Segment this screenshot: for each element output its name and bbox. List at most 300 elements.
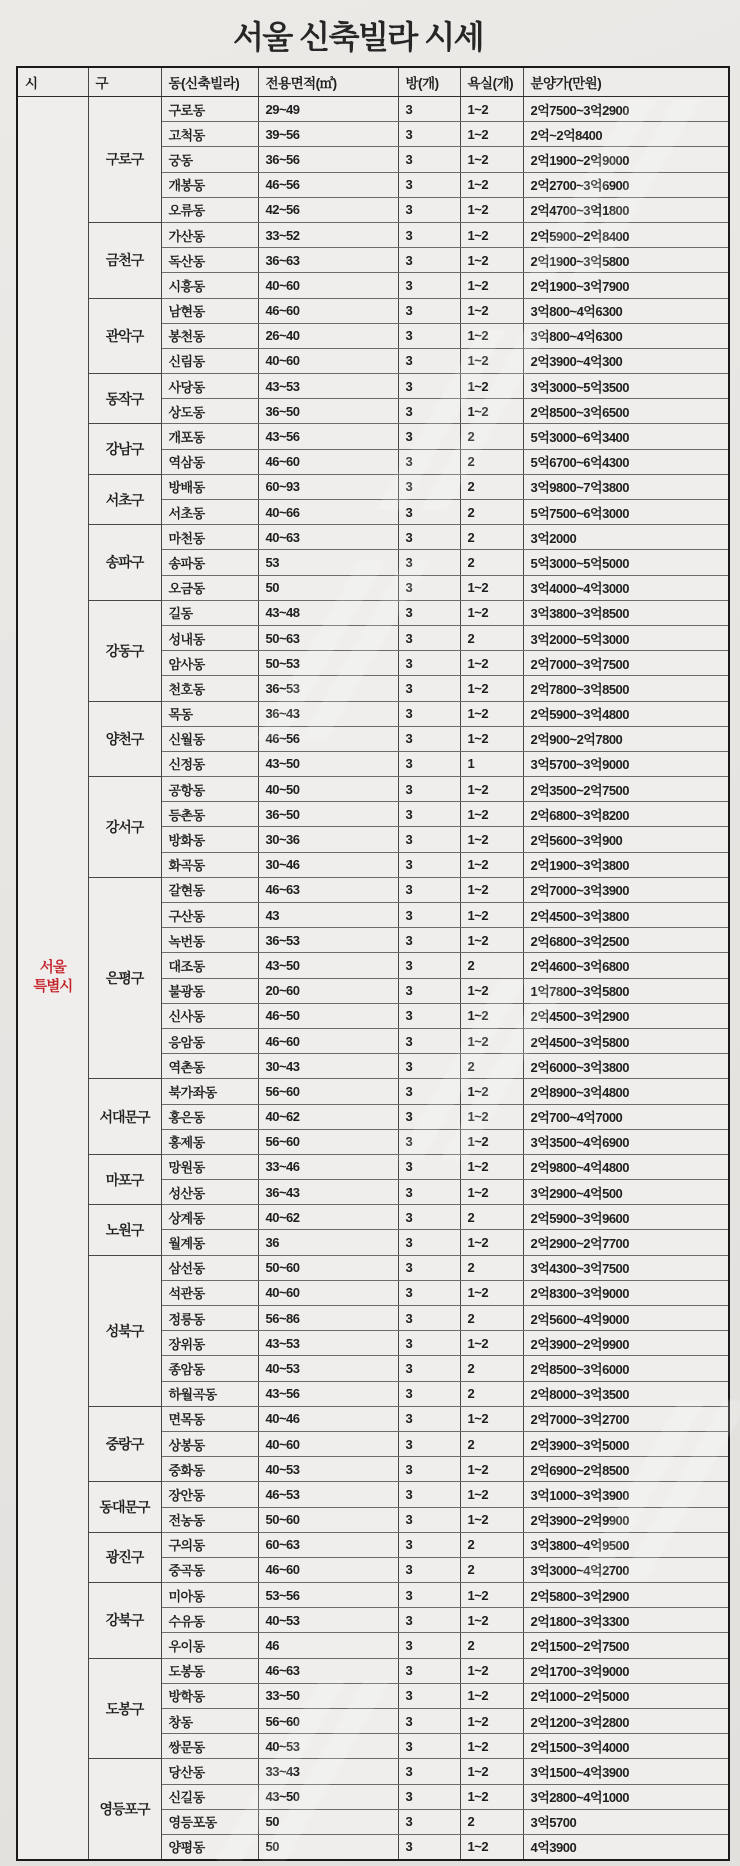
price-cell: 3억2000 [523,525,729,550]
dong-cell: 우이동 [161,1633,258,1658]
dong-cell: 서초동 [161,500,258,525]
price-cell: 3억9800~7억3800 [523,474,729,499]
dong-cell: 오금동 [161,575,258,600]
dong-cell: 신사동 [161,1003,258,1028]
area-cell: 46~60 [258,298,398,323]
district-cell: 송파구 [88,525,161,601]
dong-cell: 쌍문동 [161,1734,258,1759]
dong-cell: 시흥동 [161,273,258,298]
dong-cell: 성산동 [161,1180,258,1205]
rooms-cell: 3 [398,122,460,147]
baths-cell: 1~2 [460,197,523,222]
baths-cell: 2 [460,1557,523,1582]
area-cell: 53~56 [258,1583,398,1608]
dong-cell: 대조동 [161,953,258,978]
dong-cell: 화곡동 [161,852,258,877]
price-cell: 3억800~4억6300 [523,298,729,323]
rooms-cell: 3 [398,1482,460,1507]
baths-cell: 1~2 [460,1003,523,1028]
table-row [17,424,729,449]
dong-cell: 남현동 [161,298,258,323]
area-cell: 33~43 [258,1759,398,1784]
villa-price-table [16,66,730,1861]
dong-cell: 봉천동 [161,323,258,348]
rooms-cell: 3 [398,1331,460,1356]
rooms-cell: 3 [398,676,460,701]
area-cell: 50~60 [258,1507,398,1532]
price-cell: 3억5700 [523,1809,729,1834]
col-header-baths: 욕실(개) [460,67,523,97]
baths-cell: 1~2 [460,575,523,600]
price-cell: 2억3900~4억300 [523,348,729,373]
table-row [17,777,729,802]
area-cell: 56~60 [258,1079,398,1104]
district-cell: 금천구 [88,222,161,298]
baths-cell: 1~2 [460,978,523,1003]
price-cell: 2억1900~3억5800 [523,248,729,273]
dong-cell: 신월동 [161,726,258,751]
dong-cell: 면목동 [161,1406,258,1431]
baths-cell: 1~2 [460,802,523,827]
rooms-cell: 3 [398,1079,460,1104]
baths-cell: 1~2 [460,877,523,902]
dong-cell: 방학동 [161,1683,258,1708]
dong-cell: 녹번동 [161,928,258,953]
area-cell: 36~53 [258,928,398,953]
area-cell: 40~62 [258,1104,398,1129]
dong-cell: 개봉동 [161,172,258,197]
baths-cell: 1~2 [460,651,523,676]
area-cell: 43 [258,903,398,928]
baths-cell: 2 [460,550,523,575]
rooms-cell: 3 [398,1381,460,1406]
baths-cell: 1~2 [460,147,523,172]
area-cell: 40~53 [258,1457,398,1482]
area-cell: 42~56 [258,197,398,222]
rooms-cell: 3 [398,1431,460,1456]
dong-cell: 상도동 [161,399,258,424]
price-cell: 2억2900~2억7700 [523,1230,729,1255]
table-row [17,1255,729,1280]
baths-cell: 1~2 [460,1608,523,1633]
rooms-cell: 3 [398,172,460,197]
baths-cell: 2 [460,1205,523,1230]
area-cell: 30~46 [258,852,398,877]
area-cell: 46 [258,1633,398,1658]
baths-cell: 1~2 [460,1683,523,1708]
area-cell: 36~53 [258,676,398,701]
baths-cell: 2 [460,1381,523,1406]
rooms-cell: 3 [398,525,460,550]
price-cell: 2억5600~3억900 [523,827,729,852]
price-cell: 2억9800~4억4800 [523,1154,729,1179]
price-cell: 2억6800~3억8200 [523,802,729,827]
baths-cell: 1~2 [460,298,523,323]
price-cell: 2억8500~3억6000 [523,1356,729,1381]
dong-cell: 망원동 [161,1154,258,1179]
baths-cell: 2 [460,424,523,449]
baths-cell: 1~2 [460,1280,523,1305]
baths-cell: 1~2 [460,172,523,197]
price-cell: 2억900~2억7800 [523,726,729,751]
baths-cell: 1~2 [460,1331,523,1356]
price-cell: 2억700~4억7000 [523,1104,729,1129]
rooms-cell: 3 [398,1205,460,1230]
rooms-cell: 3 [398,298,460,323]
dong-cell: 암사동 [161,651,258,676]
rooms-cell: 3 [398,1129,460,1154]
rooms-cell: 3 [398,852,460,877]
rooms-cell: 3 [398,1180,460,1205]
area-cell: 46~63 [258,1658,398,1683]
baths-cell: 1 [460,751,523,776]
price-cell: 2억6000~3억3800 [523,1054,729,1079]
table-row [17,374,729,399]
col-header-area: 전용면적(㎡) [258,67,398,97]
baths-cell: 2 [460,449,523,474]
col-header-district: 구 [88,67,161,97]
district-cell: 구로구 [88,97,161,223]
price-cell: 2억8500~3억6500 [523,399,729,424]
dong-cell: 장위동 [161,1331,258,1356]
district-cell: 동대문구 [88,1482,161,1532]
rooms-cell: 3 [398,726,460,751]
area-cell: 40~53 [258,1608,398,1633]
baths-cell: 1~2 [460,1028,523,1053]
price-cell: 2억3900~2억9900 [523,1507,729,1532]
area-cell: 46~60 [258,1557,398,1582]
district-cell: 관악구 [88,298,161,374]
district-cell: 노원구 [88,1205,161,1255]
baths-cell: 1~2 [460,222,523,247]
baths-cell: 2 [460,1809,523,1834]
dong-cell: 등촌동 [161,802,258,827]
baths-cell: 2 [460,1356,523,1381]
price-cell: 3억3800~4억9500 [523,1532,729,1557]
baths-cell: 1~2 [460,374,523,399]
price-cell: 3억5700~3억9000 [523,751,729,776]
rooms-cell: 3 [398,751,460,776]
dong-cell: 삼선동 [161,1255,258,1280]
price-cell: 2억3900~2억9900 [523,1331,729,1356]
district-cell: 마포구 [88,1154,161,1204]
price-cell: 3억2900~4억500 [523,1180,729,1205]
area-cell: 43~53 [258,1331,398,1356]
area-cell: 43~50 [258,953,398,978]
area-cell: 46~50 [258,1003,398,1028]
dong-cell: 월계동 [161,1230,258,1255]
baths-cell: 1~2 [460,1079,523,1104]
area-cell: 36~50 [258,802,398,827]
price-cell: 3억1000~3억3900 [523,1482,729,1507]
area-cell: 50 [258,1809,398,1834]
price-cell: 3억3800~3억8500 [523,600,729,625]
baths-cell: 1~2 [460,852,523,877]
dong-cell: 석관동 [161,1280,258,1305]
dong-cell: 전농동 [161,1507,258,1532]
area-cell: 26~40 [258,323,398,348]
baths-cell: 1~2 [460,348,523,373]
price-cell: 3억4300~3억7500 [523,1255,729,1280]
area-cell: 56~60 [258,1129,398,1154]
baths-cell: 2 [460,474,523,499]
baths-cell: 1~2 [460,97,523,122]
city-line: 특별시 [33,978,73,995]
baths-cell: 1~2 [460,701,523,726]
district-cell: 강북구 [88,1583,161,1659]
area-cell: 40~60 [258,1431,398,1456]
area-cell: 60~93 [258,474,398,499]
price-cell: 2억1500~2억7500 [523,1633,729,1658]
dong-cell: 종암동 [161,1356,258,1381]
dong-cell: 구의동 [161,1532,258,1557]
dong-cell: 응암동 [161,1028,258,1053]
rooms-cell: 3 [398,1683,460,1708]
header-row [17,67,729,97]
rooms-cell: 3 [398,827,460,852]
area-cell: 36~43 [258,1180,398,1205]
rooms-cell: 3 [398,1356,460,1381]
rooms-cell: 3 [398,651,460,676]
price-cell: 2억8900~3억4800 [523,1079,729,1104]
dong-cell: 천호동 [161,676,258,701]
rooms-cell: 3 [398,1557,460,1582]
district-cell: 서초구 [88,474,161,524]
district-cell: 서대문구 [88,1079,161,1155]
rooms-cell: 3 [398,1280,460,1305]
price-cell: 2억6900~2억8500 [523,1457,729,1482]
rooms-cell: 3 [398,1154,460,1179]
table-row [17,1759,729,1784]
district-cell: 강서구 [88,777,161,878]
rooms-cell: 3 [398,903,460,928]
dong-cell: 공항동 [161,777,258,802]
price-cell: 3억3500~4억6900 [523,1129,729,1154]
area-cell: 53 [258,550,398,575]
rooms-cell: 3 [398,550,460,575]
rooms-cell: 3 [398,1406,460,1431]
price-cell: 4억3900 [523,1834,729,1859]
baths-cell: 1~2 [460,777,523,802]
baths-cell: 1~2 [460,676,523,701]
table-row [17,1482,729,1507]
baths-cell: 2 [460,625,523,650]
price-cell: 2억2700~3억6900 [523,172,729,197]
district-cell: 성북구 [88,1255,161,1406]
dong-cell: 구산동 [161,903,258,928]
rooms-cell: 3 [398,1633,460,1658]
baths-cell: 1~2 [460,1784,523,1809]
price-cell: 2억5900~3억9600 [523,1205,729,1230]
price-cell: 2억1000~2억5000 [523,1683,729,1708]
district-cell: 양천구 [88,701,161,777]
area-cell: 29~49 [258,97,398,122]
rooms-cell: 3 [398,1230,460,1255]
dong-cell: 갈현동 [161,877,258,902]
baths-cell: 2 [460,1054,523,1079]
baths-cell: 1~2 [460,323,523,348]
dong-cell: 신림동 [161,348,258,373]
rooms-cell: 3 [398,953,460,978]
baths-cell: 2 [460,1306,523,1331]
district-cell: 도봉구 [88,1658,161,1759]
table-row [17,701,729,726]
baths-cell: 1~2 [460,248,523,273]
price-cell: 5억3000~5억5000 [523,550,729,575]
baths-cell: 1~2 [460,273,523,298]
area-cell: 40~50 [258,777,398,802]
dong-cell: 방배동 [161,474,258,499]
rooms-cell: 3 [398,248,460,273]
rooms-cell: 3 [398,1809,460,1834]
price-cell: 2억7500~3억2900 [523,97,729,122]
city-line: 서울 [39,959,66,976]
city-cell [17,97,88,1860]
price-cell: 3억2800~4억1000 [523,1784,729,1809]
rooms-cell: 3 [398,600,460,625]
area-cell: 43~48 [258,600,398,625]
area-cell: 43~53 [258,374,398,399]
rooms-cell: 3 [398,1104,460,1129]
dong-cell: 도봉동 [161,1658,258,1683]
price-cell: 2억1900~3억3800 [523,852,729,877]
price-cell: 2억7000~3억3900 [523,877,729,902]
price-cell: 3억3000~5억3500 [523,374,729,399]
area-cell: 36~50 [258,399,398,424]
area-cell: 40~63 [258,525,398,550]
price-cell: 3억4000~4억3000 [523,575,729,600]
rooms-cell: 3 [398,1583,460,1608]
rooms-cell: 3 [398,777,460,802]
rooms-cell: 3 [398,625,460,650]
rooms-cell: 3 [398,1784,460,1809]
area-cell: 33~50 [258,1683,398,1708]
area-cell: 43~50 [258,751,398,776]
price-cell: 5억7500~6억3000 [523,500,729,525]
dong-cell: 중화동 [161,1457,258,1482]
col-header-price: 분양가(만원) [523,67,729,97]
col-header-rooms: 방(개) [398,67,460,97]
baths-cell: 2 [460,953,523,978]
dong-cell: 중곡동 [161,1557,258,1582]
dong-cell: 역촌동 [161,1054,258,1079]
area-cell: 36~56 [258,147,398,172]
dong-cell: 목동 [161,701,258,726]
price-cell: 5억6700~6억4300 [523,449,729,474]
district-cell: 동작구 [88,374,161,424]
price-cell: 3억800~4억6300 [523,323,729,348]
price-cell: 2억4500~3억2900 [523,1003,729,1028]
area-cell: 50~63 [258,625,398,650]
baths-cell: 1~2 [460,1230,523,1255]
rooms-cell: 3 [398,802,460,827]
col-header-dong: 동(신축빌라) [161,67,258,97]
rooms-cell: 3 [398,1608,460,1633]
rooms-cell: 3 [398,323,460,348]
dong-cell: 정릉동 [161,1306,258,1331]
price-cell: 2억4500~3억5800 [523,1028,729,1053]
area-cell: 39~56 [258,122,398,147]
price-cell: 2억3500~2억7500 [523,777,729,802]
rooms-cell: 3 [398,97,460,122]
dong-cell: 창동 [161,1709,258,1734]
table-row [17,1532,729,1557]
area-cell: 60~63 [258,1532,398,1557]
dong-cell: 홍제동 [161,1129,258,1154]
district-cell: 광진구 [88,1532,161,1582]
price-cell: 2억1900~2억9000 [523,147,729,172]
dong-cell: 장안동 [161,1482,258,1507]
rooms-cell: 3 [398,147,460,172]
baths-cell: 1~2 [460,1658,523,1683]
dong-cell: 궁동 [161,147,258,172]
price-cell: 5억3000~6억3400 [523,424,729,449]
price-cell: 2억~2억8400 [523,122,729,147]
rooms-cell: 3 [398,1255,460,1280]
price-cell: 2억4700~3억1800 [523,197,729,222]
baths-cell: 1~2 [460,1104,523,1129]
dong-cell: 가산동 [161,222,258,247]
rooms-cell: 3 [398,1054,460,1079]
dong-cell: 길동 [161,600,258,625]
area-cell: 43~56 [258,424,398,449]
baths-cell: 1~2 [460,1507,523,1532]
rooms-cell: 3 [398,1532,460,1557]
price-cell: 3억1500~4억3900 [523,1759,729,1784]
price-cell: 2억7000~3억2700 [523,1406,729,1431]
baths-cell: 1~2 [460,1129,523,1154]
dong-cell: 역삼동 [161,449,258,474]
area-cell: 50~60 [258,1255,398,1280]
price-cell: 3억2000~5억3000 [523,625,729,650]
rooms-cell: 3 [398,474,460,499]
baths-cell: 2 [460,500,523,525]
baths-cell: 1~2 [460,600,523,625]
price-cell: 2억1900~3억7900 [523,273,729,298]
district-cell: 영등포구 [88,1759,161,1860]
area-cell: 43~50 [258,1784,398,1809]
district-cell: 강남구 [88,424,161,474]
dong-cell: 상계동 [161,1205,258,1230]
baths-cell: 1~2 [460,1154,523,1179]
area-cell: 46~60 [258,449,398,474]
dong-cell: 마천동 [161,525,258,550]
table-row [17,525,729,550]
dong-cell: 송파동 [161,550,258,575]
dong-cell: 북가좌동 [161,1079,258,1104]
area-cell: 50 [258,1834,398,1859]
area-cell: 40~53 [258,1356,398,1381]
table-row [17,600,729,625]
dong-cell: 수유동 [161,1608,258,1633]
price-cell: 2억5900~3억4800 [523,701,729,726]
area-cell: 36 [258,1230,398,1255]
dong-cell: 상봉동 [161,1431,258,1456]
baths-cell: 1~2 [460,1406,523,1431]
table-row [17,298,729,323]
table-row [17,1406,729,1431]
rooms-cell: 3 [398,928,460,953]
rooms-cell: 3 [398,575,460,600]
price-cell: 2억1700~3억9000 [523,1658,729,1683]
price-cell: 2억1800~3억3300 [523,1608,729,1633]
dong-cell: 독산동 [161,248,258,273]
rooms-cell: 3 [398,1658,460,1683]
baths-cell: 1~2 [460,1583,523,1608]
baths-cell: 1~2 [460,726,523,751]
baths-cell: 2 [460,1431,523,1456]
baths-cell: 1~2 [460,1709,523,1734]
